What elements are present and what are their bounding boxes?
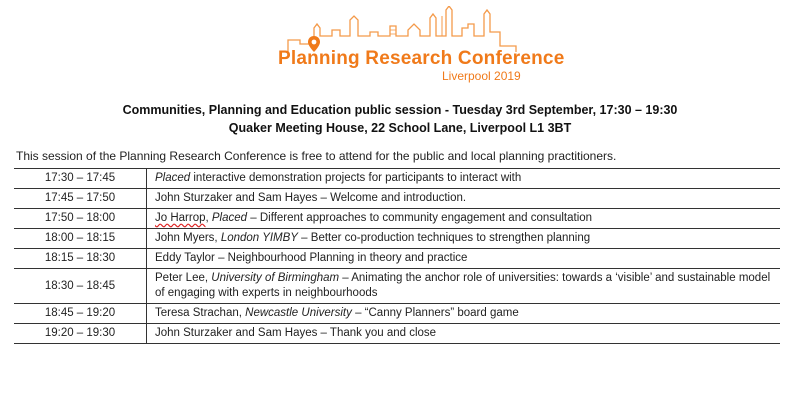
speaker-name: Jo Harrop	[155, 212, 206, 224]
description-text: interactive demonstration projects for participants to interact with	[190, 172, 522, 184]
description-cell	[147, 269, 781, 304]
time-cell: 17:45 – 17:50	[14, 189, 147, 209]
org-name: London YIMBY	[220, 232, 298, 244]
table-row	[14, 229, 780, 249]
description-cell	[147, 169, 781, 189]
table-row	[14, 324, 780, 344]
description-cell	[147, 304, 781, 324]
description-cell	[147, 209, 781, 229]
speaker-name: Peter Lee,	[155, 272, 212, 284]
conference-logo	[270, 6, 565, 86]
description-cell	[147, 229, 781, 249]
description-cell: John Sturzaker and Sam Hayes – Thank you and close	[147, 324, 781, 344]
table-row	[14, 169, 780, 189]
time-cell: 18:15 – 18:30	[14, 249, 147, 269]
description-text: – Different approaches to community engagement and consultation	[247, 212, 593, 224]
time-cell: 18:00 – 18:15	[14, 229, 147, 249]
separator: ,	[205, 212, 212, 224]
description-text: – Animating the anchor role of universities: towards a ‘visible’ and sustainable model of engaging with experts in neighbourhoods	[155, 272, 771, 299]
org-name: University of Birmingham	[211, 272, 340, 284]
table-row	[14, 304, 780, 324]
speaker-name: Teresa Strachan,	[155, 307, 246, 319]
time-cell: 17:30 – 17:45	[14, 169, 147, 189]
org-name: Placed	[211, 212, 248, 224]
session-heading: Communities, Planning and Education public session - Tuesday 3rd September, 17:30 – 19:30	[122, 103, 678, 117]
description-text: – “Canny Planners” board game	[351, 307, 519, 319]
table-row	[14, 209, 780, 229]
time-cell: 19:20 – 19:30	[14, 324, 147, 344]
time-cell: 18:30 – 18:45	[14, 269, 147, 304]
description-cell: John Sturzaker and Sam Hayes – Welcome and introduction.	[147, 189, 781, 209]
venue-heading: Quaker Meeting House, 22 School Lane, Liverpool L1 3BT	[228, 121, 572, 135]
intro-text: This session of the Planning Research Conference is free to attend for the public and local planning practitioners.	[16, 149, 617, 163]
time-cell: 18:45 – 19:20	[14, 304, 147, 324]
org-name: Newcastle University	[245, 307, 352, 319]
table-row	[14, 269, 780, 304]
time-cell: 17:50 – 18:00	[14, 209, 147, 229]
logo-title: Planning Research Conference	[278, 48, 565, 69]
description-cell: Eddy Taylor – Neighbourhood Planning in theory and practice	[147, 249, 781, 269]
description-text: – Better co-production techniques to strengthen planning	[297, 232, 591, 244]
org-name: Placed	[155, 172, 191, 184]
speaker-name: John Myers,	[155, 232, 221, 244]
schedule-table	[14, 168, 780, 344]
logo-subtitle: Liverpool 2019	[442, 69, 521, 83]
table-row	[14, 249, 780, 269]
table-row	[14, 189, 780, 209]
